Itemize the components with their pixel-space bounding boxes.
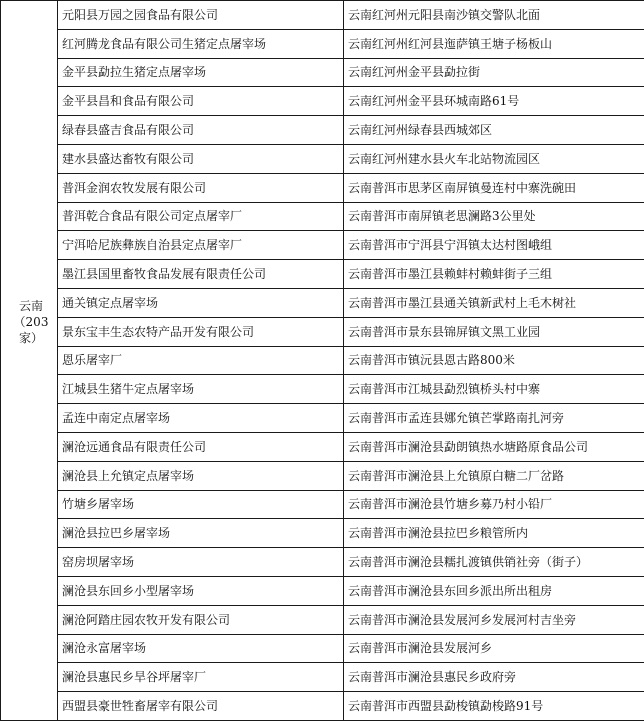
region-label-line: （203 — [14, 315, 49, 329]
table-row — [1, 375, 644, 404]
table-row — [1, 663, 644, 692]
address-cell: 云南普洱市墨江县通关镇新武村上毛木树社 — [344, 288, 644, 317]
table-row — [1, 519, 644, 548]
region-label-line: 云南 — [19, 299, 43, 313]
table-row — [1, 1, 644, 30]
enterprise-name-cell: 窑房坝屠宰场 — [58, 548, 344, 577]
address-cell: 云南普洱市孟连县娜允镇芒掌路南扎河旁 — [344, 404, 644, 433]
address-cell: 云南红河州金平县环城南路61号 — [344, 87, 644, 116]
enterprise-name-cell: 江城县生猪牛定点屠宰场 — [58, 375, 344, 404]
region-cell — [1, 1, 58, 721]
enterprise-name-cell: 澜沧县上允镇定点屠宰场 — [58, 461, 344, 490]
enterprise-name-cell: 元阳县万园之园食品有限公司 — [58, 1, 344, 30]
table-row — [1, 346, 644, 375]
address-cell: 云南普洱市思茅区南屏镇曼连村中寨洗碗田 — [344, 173, 644, 202]
table-row — [1, 29, 644, 58]
table-body — [1, 1, 644, 721]
enterprise-name-cell: 孟连中南定点屠宰场 — [58, 404, 344, 433]
table-row — [1, 173, 644, 202]
address-cell: 云南红河州绿春县西城郊区 — [344, 116, 644, 145]
address-cell: 云南红河州金平县勐拉街 — [344, 58, 644, 87]
address-cell: 云南普洱市墨江县赖蚌村赖蚌街子三组 — [344, 260, 644, 289]
enterprise-name-cell: 西盟县豪世牲畜屠宰有限公司 — [58, 692, 344, 721]
table-row — [1, 116, 644, 145]
table-row — [1, 288, 644, 317]
table-row — [1, 202, 644, 231]
region-label-line: 家） — [19, 331, 43, 345]
address-cell: 云南普洱市澜沧县拉巴乡粮管所内 — [344, 519, 644, 548]
table-row — [1, 260, 644, 289]
enterprise-name-cell: 澜沧县惠民乡旱谷坪屠宰厂 — [58, 663, 344, 692]
address-cell: 云南普洱市西盟县勐梭镇勐梭路91号 — [344, 692, 644, 721]
region-label — [5, 298, 57, 422]
enterprise-name-cell: 澜沧县拉巴乡屠宰场 — [58, 519, 344, 548]
enterprise-name-cell: 澜沧阿踏庄园农牧开发有限公司 — [58, 605, 344, 634]
table-row — [1, 490, 644, 519]
table-row — [1, 404, 644, 433]
table-row — [1, 58, 644, 87]
address-cell: 云南红河州元阳县南沙镇交警队北面 — [344, 1, 644, 30]
table-row — [1, 605, 644, 634]
address-cell: 云南普洱市南屏镇老思澜路3公里处 — [344, 202, 644, 231]
address-cell: 云南普洱市景东县锦屏镇文黑工业园 — [344, 317, 644, 346]
enterprise-name-cell: 金平县昌和食品有限公司 — [58, 87, 344, 116]
address-cell: 云南普洱市澜沧县发展河乡发展河村吉坐旁 — [344, 605, 644, 634]
address-cell: 云南红河州红河县迤萨镇王塘子杨板山 — [344, 29, 644, 58]
address-cell: 云南普洱市澜沧县勐朗镇热水塘路原食品公司 — [344, 432, 644, 461]
enterprise-name-cell: 澜沧县东回乡小型屠宰场 — [58, 576, 344, 605]
table-row — [1, 432, 644, 461]
enterprise-name-cell: 普洱乾合食品有限公司定点屠宰厂 — [58, 202, 344, 231]
table-row — [1, 87, 644, 116]
enterprise-name-cell: 恩乐屠宰厂 — [58, 346, 344, 375]
table-row — [1, 144, 644, 173]
table-row — [1, 692, 644, 721]
enterprise-name-cell: 普洱金润农牧发展有限公司 — [58, 173, 344, 202]
address-cell: 云南普洱市澜沧县竹塘乡募乃村小铅厂 — [344, 490, 644, 519]
enterprise-name-cell: 红河腾龙食品有限公司生猪定点屠宰场 — [58, 29, 344, 58]
address-cell: 云南普洱市宁洱县宁洱镇太达村图峨组 — [344, 231, 644, 260]
table-row — [1, 461, 644, 490]
table-row — [1, 548, 644, 577]
address-cell: 云南普洱市澜沧县糯扎渡镇供销社旁（街子） — [344, 548, 644, 577]
enterprise-name-cell: 墨江县国里畜牧食品发展有限责任公司 — [58, 260, 344, 289]
enterprise-name-cell: 澜沧远通食品有限责任公司 — [58, 432, 344, 461]
enterprise-name-cell: 景东宝丰生态农特产品开发有限公司 — [58, 317, 344, 346]
address-cell: 云南普洱市澜沧县惠民乡政府旁 — [344, 663, 644, 692]
table-row — [1, 317, 644, 346]
enterprise-name-cell: 竹塘乡屠宰场 — [58, 490, 344, 519]
address-cell: 云南普洱市江城县勐烈镇桥头村中寨 — [344, 375, 644, 404]
enterprise-name-cell: 绿春县盛吉食品有限公司 — [58, 116, 344, 145]
enterprise-name-cell: 宁洱哈尼族彝族自治县定点屠宰厂 — [58, 231, 344, 260]
table-row — [1, 576, 644, 605]
address-cell: 云南红河州建水县火车北站物流园区 — [344, 144, 644, 173]
address-cell: 云南普洱市澜沧县东回乡派出所出租房 — [344, 576, 644, 605]
address-cell: 云南普洱市澜沧县发展河乡 — [344, 634, 644, 663]
table-row — [1, 231, 644, 260]
enterprise-name-cell: 通关镇定点屠宰场 — [58, 288, 344, 317]
address-cell: 云南普洱市镇沅县恩古路800米 — [344, 346, 644, 375]
enterprise-name-cell: 建水县盛达畜牧有限公司 — [58, 144, 344, 173]
enterprise-name-cell: 澜沧永富屠宰场 — [58, 634, 344, 663]
table-row — [1, 634, 644, 663]
enterprise-name-cell: 金平县勐拉生猪定点屠宰场 — [58, 58, 344, 87]
address-cell: 云南普洱市澜沧县上允镇原白糖二厂岔路 — [344, 461, 644, 490]
